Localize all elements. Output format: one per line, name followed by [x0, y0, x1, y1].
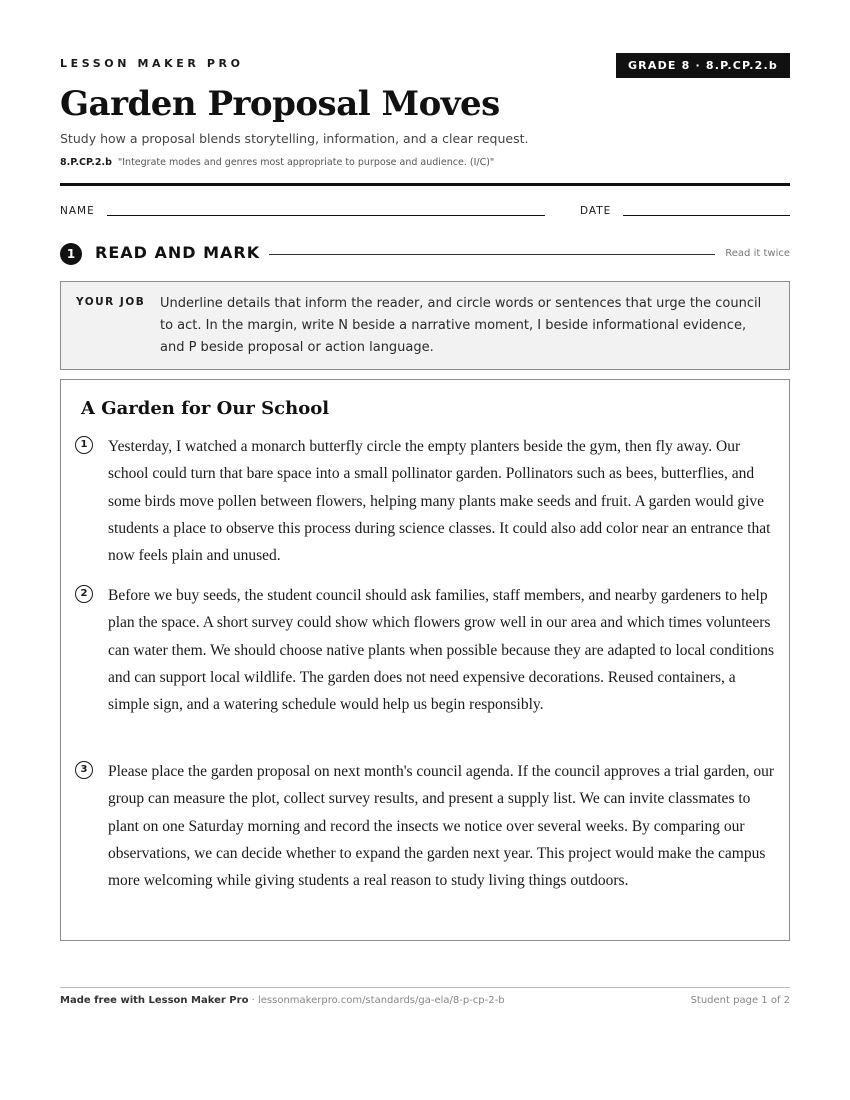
standard-code: 8.P.CP.2.b	[60, 157, 112, 168]
section-header-read-and-mark	[60, 242, 790, 266]
footer-divider	[60, 987, 790, 988]
page-title: Garden Proposal Moves	[60, 84, 500, 124]
paragraph-number: 2	[75, 585, 93, 603]
date-label: DATE	[580, 205, 612, 217]
passage-paragraph: Before we buy seeds, the student council should ask families, staff members, and nearby gardeners to help plan the space. A short survey could show which flowers grow well in our area and which times volunteers can water them. We should choose native plants when possible because they are adapted to local conditions and can support local wildlife. The garden does not need expensive decorations. Reused containers, a simple sign, and a watering schedule would help us begin responsibly.	[108, 587, 775, 714]
footer-credit	[60, 995, 505, 1006]
name-label: NAME	[60, 205, 95, 217]
section-divider	[269, 254, 715, 255]
passage-title: A Garden for Our School	[81, 398, 330, 419]
grade-badge: GRADE 8 · 8.P.CP.2.b	[616, 53, 790, 78]
instructions-label: YOUR JOB	[76, 296, 146, 308]
brand-name: LESSON MAKER PRO	[60, 57, 244, 70]
instructions-box	[60, 281, 790, 370]
paragraph-number: 1	[75, 436, 93, 454]
header-divider	[60, 183, 790, 186]
standard-text: "Integrate modes and genres most appropriate to purpose and audience. (I/C)"	[117, 157, 495, 168]
instructions-text: Underline details that inform the reader, and circle words or sentences that urge the council to act. In the margin, write N beside a narrative moment, I beside informational evidence, and P beside proposal or action language.	[160, 296, 762, 355]
date-field[interactable]	[623, 215, 790, 216]
name-date-row	[60, 204, 790, 220]
name-field[interactable]	[107, 215, 545, 216]
page-subtitle: Study how a proposal blends storytelling, information, and a clear request.	[60, 131, 529, 146]
standard-line	[60, 157, 494, 168]
footer-url[interactable]: · lessonmakerpro.com/standards/ga-ela/8-p-cp-2-b	[248, 995, 505, 1006]
section-number-badge: 1	[60, 243, 82, 265]
section-title: READ AND MARK	[95, 243, 261, 262]
passage-paragraph: Yesterday, I watched a monarch butterfly circle the empty planters beside the gym, then fly away. Our school could turn that bare space into a small pollinator garden. Pollinators such as bees, butterflies, and some birds move pollen between flowers, helping many plants make seeds and fruit. A garden would give students a place to observe this process during science classes. It could also add color near an entrance that now feels plain and unused.	[108, 438, 771, 565]
reading-passage	[60, 379, 790, 941]
section-note: Read it twice	[725, 248, 790, 259]
passage-paragraph: Please place the garden proposal on next month's council agenda. If the council approves a trial garden, our group can measure the plot, collect survey results, and present a supply list. We can invite classmates to plant on one Saturday morning and record the insects we notice over several weeks. By comparing our observations, we can decide whether to expand the garden next year. This project would make the campus more welcoming while giving students a real reason to study living things outdoors.	[108, 763, 775, 890]
footer-made-with: Made free with Lesson Maker Pro	[60, 995, 249, 1006]
page-indicator: Student page 1 of 2	[690, 995, 790, 1006]
paragraph-number: 3	[75, 761, 93, 779]
